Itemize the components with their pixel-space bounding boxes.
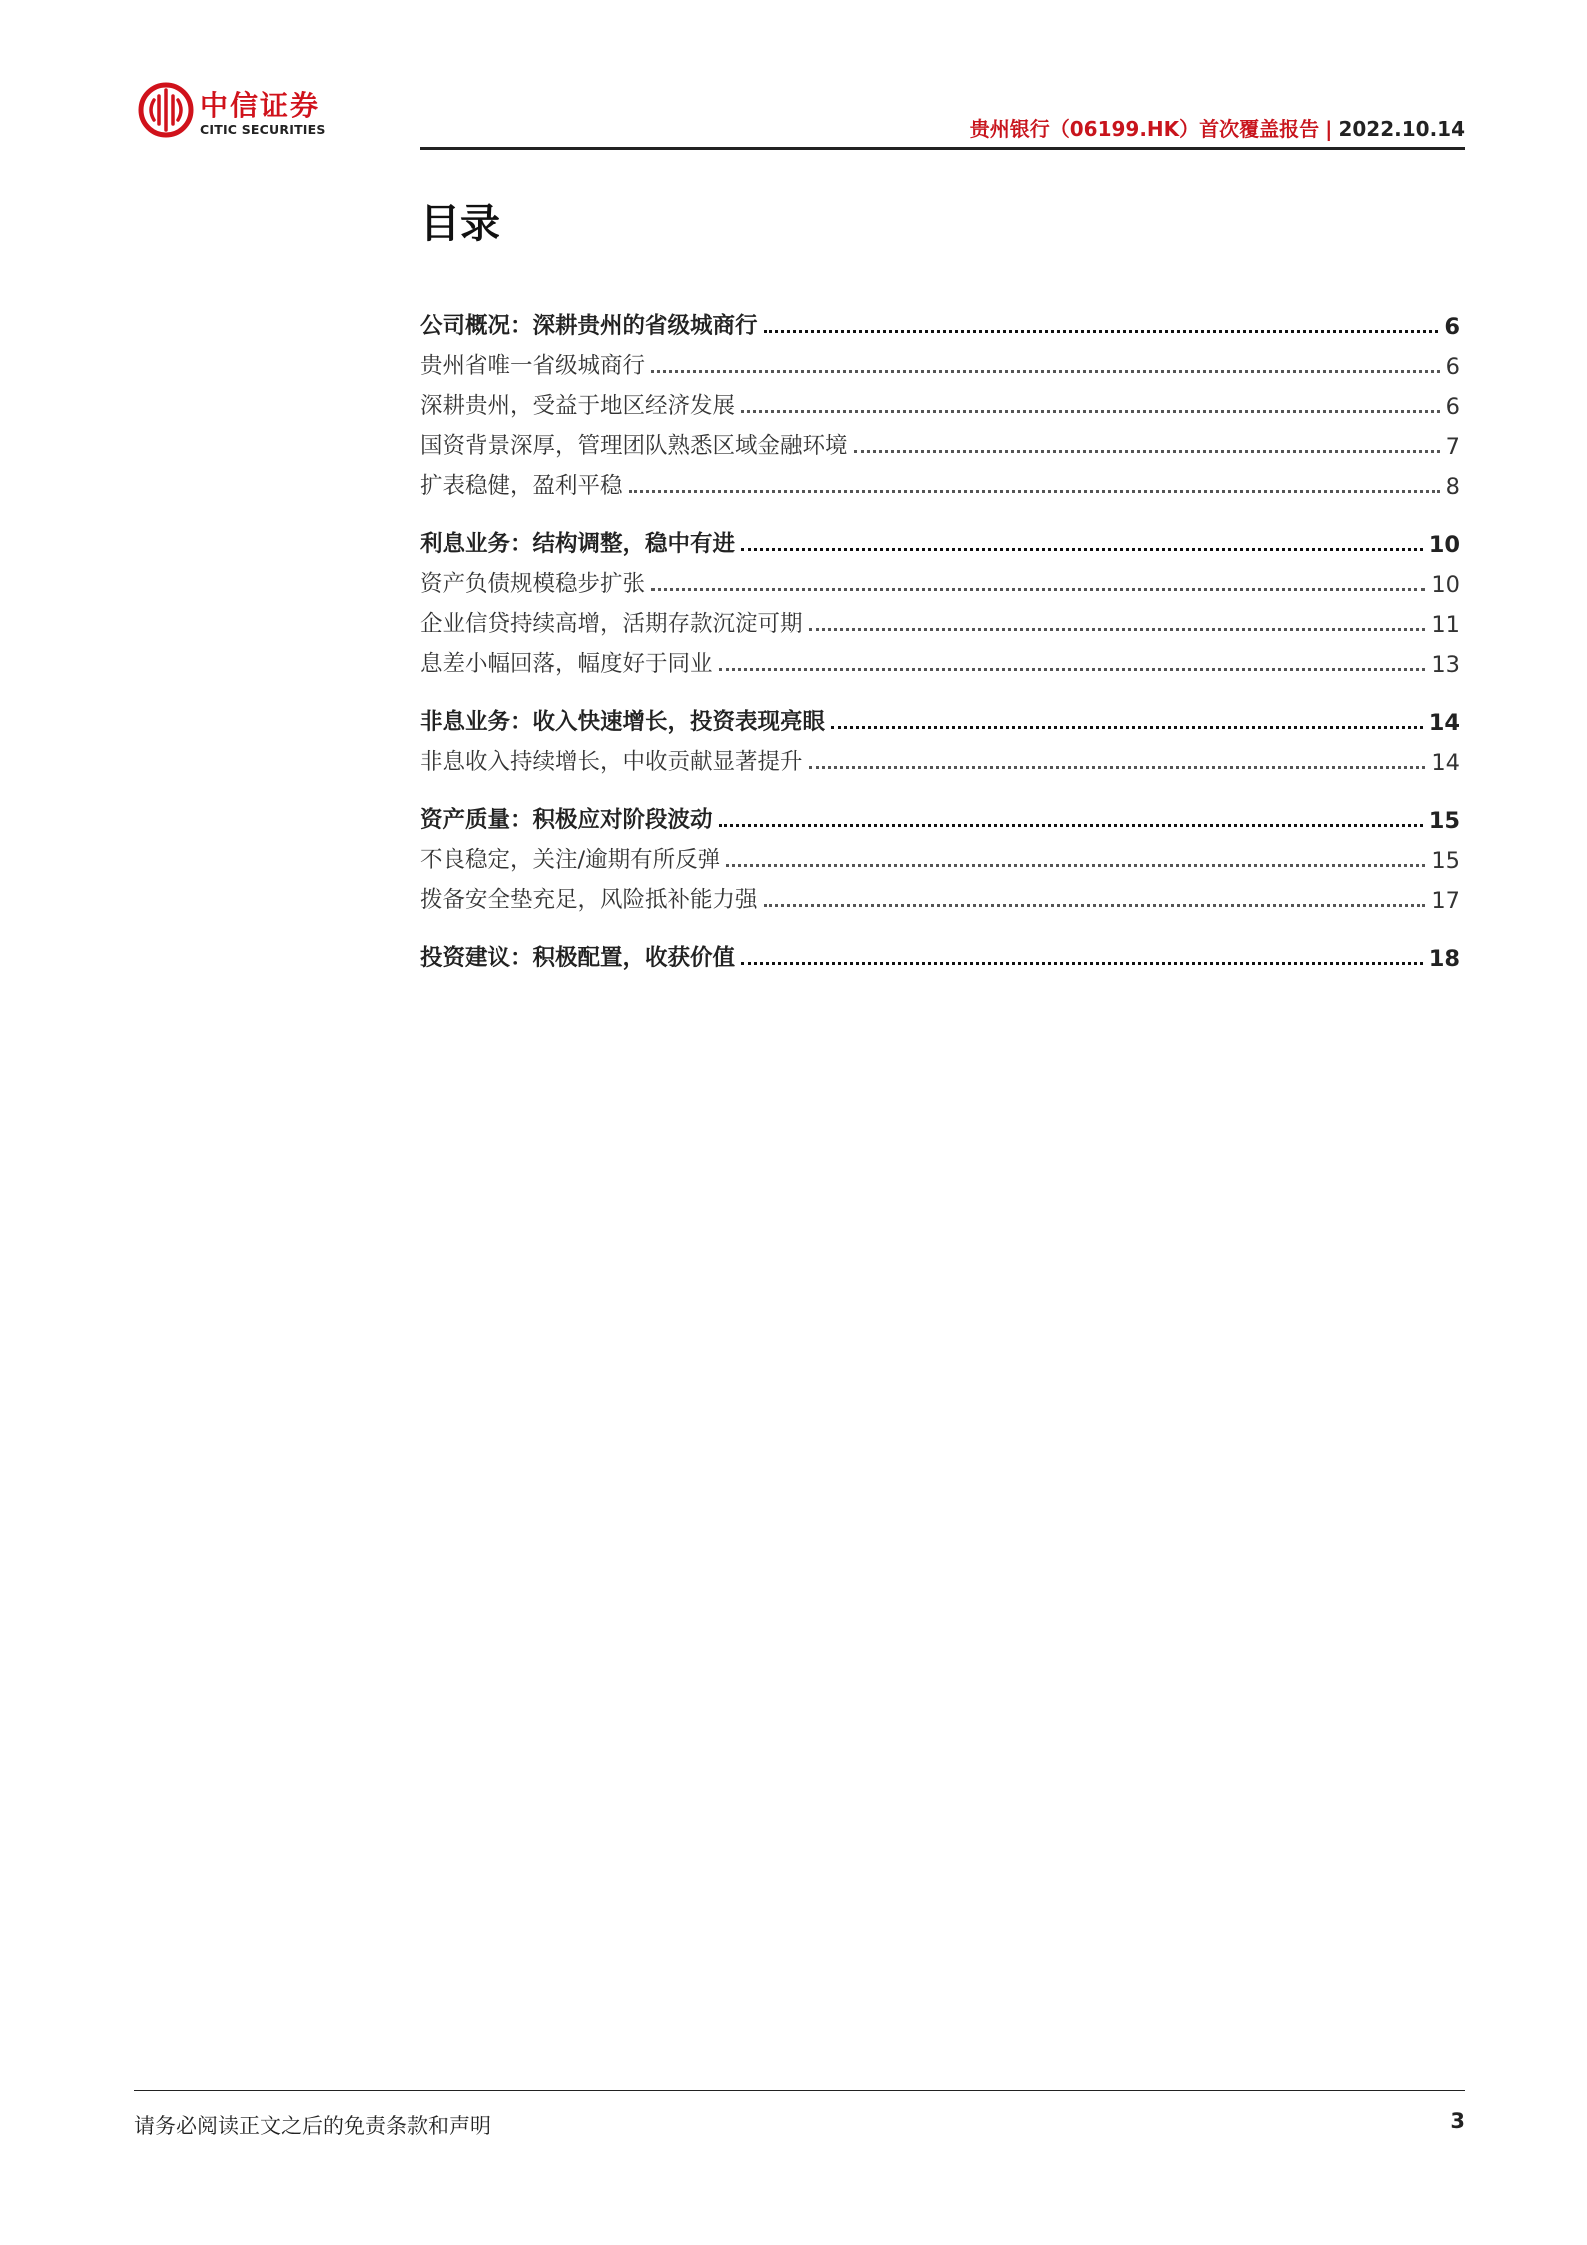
toc-entry-subsection[interactable] xyxy=(420,598,1460,638)
logo-english-name: CITIC SECURITIES xyxy=(200,122,326,137)
toc-entry-label: 资产质量：积极应对阶段波动 xyxy=(420,807,713,833)
report-title: 贵州银行（06199.HK）首次覆盖报告 xyxy=(969,117,1320,141)
toc-entry-subsection[interactable] xyxy=(420,460,1460,500)
toc-entry-label: 非息业务：收入快速增长，投资表现亮眼 xyxy=(420,709,826,735)
title-separator: | xyxy=(1325,117,1333,141)
dot-leader xyxy=(651,369,1440,373)
toc-entry-section[interactable] xyxy=(420,932,1460,972)
citic-logo xyxy=(138,82,348,142)
toc-entry-label: 深耕贵州，受益于地区经济发展 xyxy=(420,393,736,419)
dot-leader xyxy=(764,903,1426,907)
toc-entry-label: 投资建议：积极配置，收获价值 xyxy=(420,945,736,971)
toc-entry-page: 15 xyxy=(1431,848,1460,874)
toc-heading: 目录 xyxy=(420,201,500,247)
table-of-contents xyxy=(420,300,1460,972)
toc-entry-subsection[interactable] xyxy=(420,340,1460,380)
toc-entry-page: 6 xyxy=(1444,314,1460,340)
toc-entry-page: 14 xyxy=(1428,710,1460,736)
toc-entry-section[interactable] xyxy=(420,696,1460,736)
footer-rule xyxy=(134,2090,1465,2091)
toc-entry-page: 7 xyxy=(1445,434,1460,460)
toc-entry-section[interactable] xyxy=(420,300,1460,340)
toc-entry-subsection[interactable] xyxy=(420,638,1460,678)
toc-entry-label: 利息业务：结构调整，稳中有进 xyxy=(420,531,736,557)
toc-entry-subsection[interactable] xyxy=(420,380,1460,420)
toc-entry-section[interactable] xyxy=(420,794,1460,834)
page-number: 3 xyxy=(1450,2109,1465,2133)
report-title-line xyxy=(970,113,1465,142)
toc-entry-label: 贵州省唯一省级城商行 xyxy=(420,353,646,379)
report-date: 2022.10.14 xyxy=(1338,117,1465,141)
dot-leader xyxy=(629,489,1440,493)
toc-entry-label: 不良稳定，关注/逾期有所反弹 xyxy=(420,847,721,873)
dot-leader xyxy=(726,863,1425,867)
toc-entry-label: 资产负债规模稳步扩张 xyxy=(420,571,646,597)
citic-logo-icon xyxy=(138,82,194,138)
toc-entry-page: 18 xyxy=(1428,946,1460,972)
dot-leader xyxy=(741,547,1423,551)
dot-leader xyxy=(651,587,1425,591)
toc-entry-page: 14 xyxy=(1431,750,1460,776)
toc-entry-subsection[interactable] xyxy=(420,736,1460,776)
dot-leader xyxy=(809,765,1426,769)
dot-leader xyxy=(719,667,1426,671)
dot-leader xyxy=(764,329,1439,333)
toc-entry-label: 扩表稳健，盈利平稳 xyxy=(420,473,623,499)
toc-entry-label: 国资背景深厚，管理团队熟悉区域金融环境 xyxy=(420,433,848,459)
toc-entry-page: 6 xyxy=(1445,354,1460,380)
dot-leader xyxy=(741,409,1440,413)
header-rule xyxy=(420,147,1465,150)
toc-entry-page: 6 xyxy=(1445,394,1460,420)
toc-entry-page: 17 xyxy=(1431,888,1460,914)
toc-entry-page: 13 xyxy=(1431,652,1460,678)
toc-entry-label: 公司概况：深耕贵州的省级城商行 xyxy=(420,313,758,339)
footer-disclaimer: 请务必阅读正文之后的免责条款和声明 xyxy=(134,2114,491,2138)
toc-entry-page: 10 xyxy=(1428,532,1460,558)
dot-leader xyxy=(809,627,1426,631)
dot-leader xyxy=(741,961,1423,965)
toc-entry-subsection[interactable] xyxy=(420,834,1460,874)
toc-entry-label: 企业信贷持续高增，活期存款沉淀可期 xyxy=(420,611,803,637)
toc-entry-label: 息差小幅回落，幅度好于同业 xyxy=(420,651,713,677)
toc-entry-subsection[interactable] xyxy=(420,874,1460,914)
dot-leader xyxy=(719,823,1423,827)
dot-leader xyxy=(854,449,1440,453)
toc-entry-section[interactable] xyxy=(420,518,1460,558)
toc-entry-page: 15 xyxy=(1428,808,1460,834)
toc-entry-page: 8 xyxy=(1445,474,1460,500)
toc-entry-subsection[interactable] xyxy=(420,420,1460,460)
toc-entry-page: 10 xyxy=(1431,572,1460,598)
logo-chinese-name: 中信证券 xyxy=(200,89,321,122)
toc-entry-page: 11 xyxy=(1431,612,1460,638)
toc-entry-label: 拨备安全垫充足，风险抵补能力强 xyxy=(420,887,758,913)
dot-leader xyxy=(831,725,1423,729)
toc-entry-subsection[interactable] xyxy=(420,558,1460,598)
toc-entry-label: 非息收入持续增长，中收贡献显著提升 xyxy=(420,749,803,775)
